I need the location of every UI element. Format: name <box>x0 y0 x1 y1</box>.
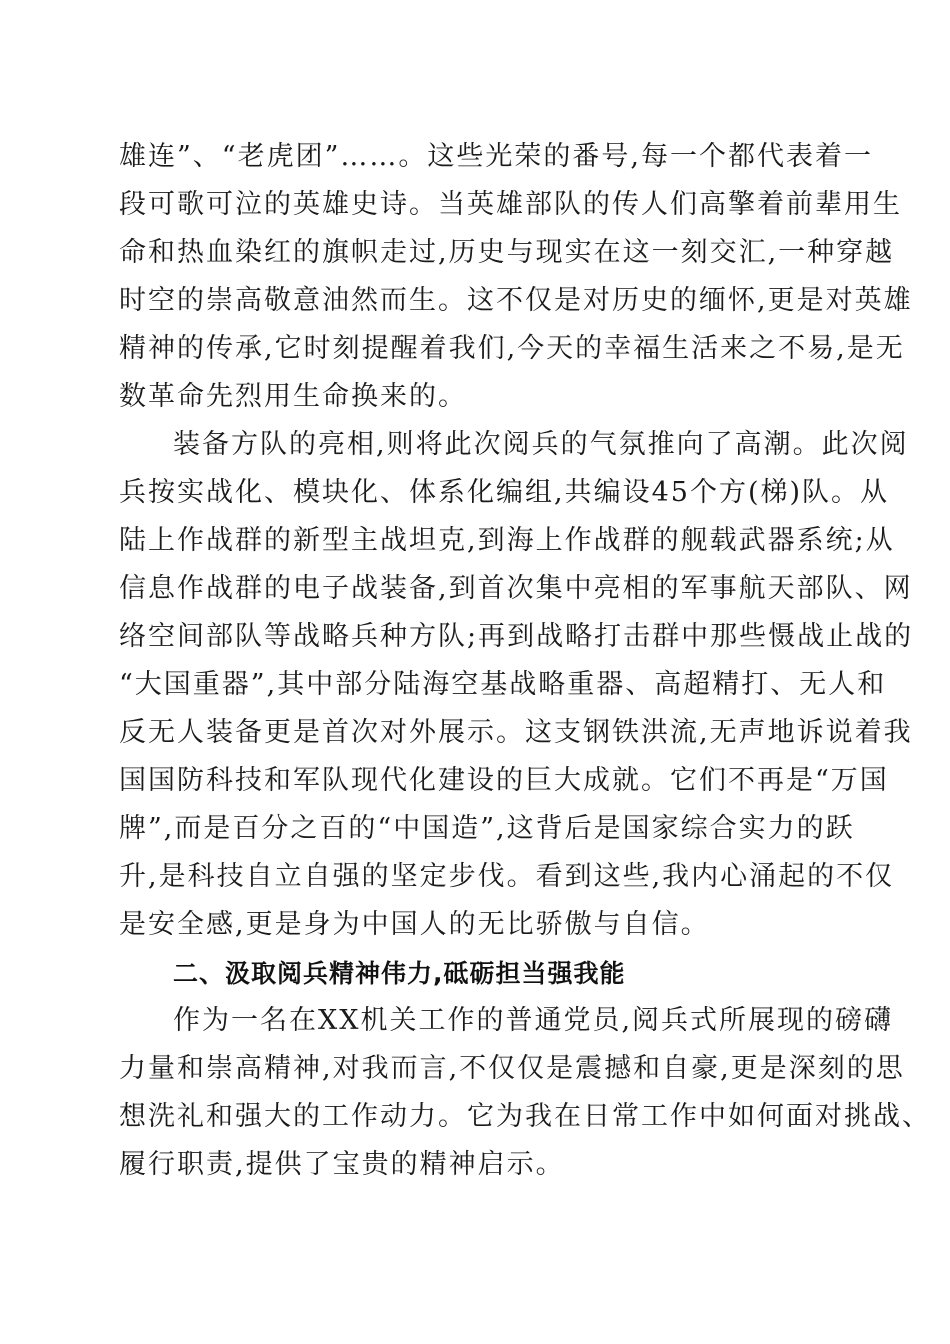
paragraph-1-line-5: 精神的传承,它时刻提醒着我们,今天的幸福生活来之不易,是无 <box>119 333 905 364</box>
paragraph-1-line-2: 段可歌可泣的英雄史诗。当英雄部队的传人们高擎着前辈用生 <box>119 189 902 220</box>
paragraph-2-line-10: 升,是科技自立自强的坚定步伐。看到这些,我内心涌起的不仅 <box>119 861 895 892</box>
paragraph-2-line-1: 装备方队的亮相,则将此次阅兵的气氛推向了高潮。此次阅 <box>173 429 909 460</box>
paragraph-3-line-2: 力量和崇高精神,对我而言,不仅仅是震撼和自豪,更是深刻的思 <box>119 1053 905 1084</box>
paragraph-3-line-3: 想洗礼和强大的工作动力。它为我在日常工作中如何面对挑战、 <box>119 1101 931 1132</box>
paragraph-2-line-6: “大国重器”,其中部分陆海空基战略重器、高超精打、无人和 <box>119 669 887 700</box>
paragraph-2-line-9: 牌”,而是百分之百的“中国造”,这背后是国家综合实力的跃 <box>119 813 855 844</box>
section-heading: 二、汲取阅兵精神伟力,砥砺担当强我能 <box>173 959 626 988</box>
paragraph-2-line-4: 信息作战群的电子战装备,到首次集中亮相的军事航天部队、网 <box>119 573 913 604</box>
paragraph-3-line-1: 作为一名在XX机关工作的普通党员,阅兵式所展现的磅礴 <box>173 1005 894 1036</box>
paragraph-1-line-1: 雄连”、“老虎团”……。这些光荣的番号,每一个都代表着一 <box>119 141 873 172</box>
paragraph-1-line-3: 命和热血染红的旗帜走过,历史与现实在这一刻交汇,一种穿越 <box>119 237 895 268</box>
paragraph-2-line-3: 陆上作战群的新型主战坦克,到海上作战群的舰载武器系统;从 <box>119 525 895 556</box>
paragraph-2-line-11: 是安全感,更是身为中国人的无比骄傲与自信。 <box>119 909 710 940</box>
paragraph-1-line-4: 时空的崇高敬意油然而生。这不仅是对历史的缅怀,更是对英雄 <box>119 285 913 316</box>
paragraph-2-line-2: 兵按实战化、模块化、体系化编组,共编设45个方(梯)队。从 <box>119 477 890 508</box>
paragraph-2-line-7: 反无人装备更是首次对外展示。这支钢铁洪流,无声地诉说着我 <box>119 717 913 748</box>
paragraph-2-line-8: 国国防科技和军队现代化建设的巨大成就。它们不再是“万国 <box>119 765 889 796</box>
paragraph-1-line-6: 数革命先烈用生命换来的。 <box>119 381 467 412</box>
paragraph-2-line-5: 络空间部队等战略兵种方队;再到战略打击群中那些慑战止战的 <box>119 621 914 652</box>
paragraph-3-line-4: 履行职责,提供了宝贵的精神启示。 <box>119 1149 565 1180</box>
